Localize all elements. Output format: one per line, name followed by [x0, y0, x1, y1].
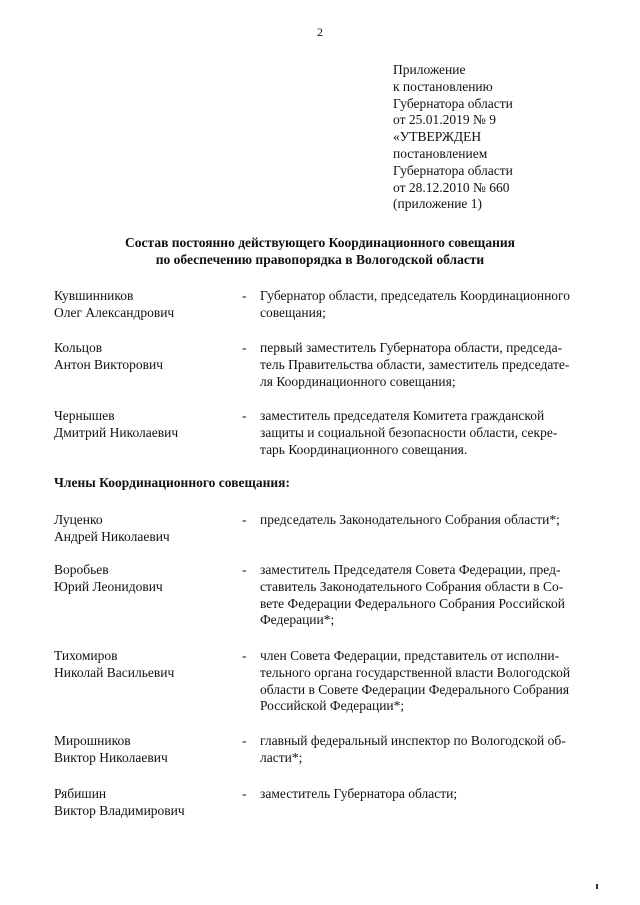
members-heading: Члены Координационного совещания: [54, 475, 290, 490]
person-surname: Чернышев [54, 408, 115, 423]
role-line: член Совета Федерации, представитель от исполни- [260, 648, 560, 663]
person-given-name: Олег Александрович [54, 304, 175, 320]
person-given-name: Виктор Николаевич [54, 749, 168, 765]
person-role [260, 648, 618, 715]
separator-dash: - [242, 288, 247, 303]
person-role [260, 340, 618, 390]
appendix-line: постановлением [393, 145, 488, 161]
person-given-name: Андрей Николаевич [54, 528, 170, 544]
person-surname: Рябишин [54, 786, 107, 801]
person-name [54, 786, 234, 820]
role-line: вете Федерации Федерального Собрания Российской [260, 595, 566, 611]
person-surname: Мирошников [54, 733, 131, 748]
person-given-name: Дмитрий Николаевич [54, 424, 179, 440]
role-line: заместитель председателя Комитета гражданской [260, 408, 545, 423]
person-role [260, 562, 618, 629]
page-number: 2 [317, 25, 323, 39]
person-name [54, 733, 234, 767]
appendix-line: к постановлению [393, 78, 493, 94]
role-line: тель Правительства области, заместитель председате- [260, 356, 570, 372]
appendix-line: Губернатора области [393, 162, 513, 178]
role-line: Российской Федерации*; [260, 698, 405, 714]
separator-dash: - [242, 562, 247, 577]
person-given-name: Антон Викторович [54, 356, 164, 372]
separator-dash: - [242, 512, 247, 527]
person-name [54, 562, 234, 596]
separator-dash: - [242, 786, 247, 801]
person-surname: Воробьев [54, 562, 109, 577]
appendix-line: от 25.01.2019 № 9 [393, 112, 496, 128]
appendix-line: «УТВЕРЖДЕН [393, 129, 482, 145]
role-line: Губернатор области, председатель Координационного [260, 288, 570, 303]
person-surname: Тихомиров [54, 648, 118, 663]
role-line: тельного органа государственной власти Вологодской [260, 664, 571, 680]
person-name [54, 340, 234, 374]
person-name [54, 648, 234, 682]
separator-dash: - [242, 733, 247, 748]
person-role [260, 786, 618, 803]
role-line: тарь Координационного совещания. [260, 441, 468, 457]
role-line: заместитель Председателя Совета Федерации, пред- [260, 562, 561, 577]
role-line: ля Координационного совещания; [260, 373, 456, 389]
person-surname: Луценко [54, 512, 103, 527]
title-line-1: Состав постоянно действующего Координационного совещания [125, 235, 515, 250]
person-given-name: Николай Васильевич [54, 664, 175, 680]
person-surname: Кольцов [54, 340, 103, 355]
person-surname: Кувшинников [54, 288, 134, 303]
role-line: первый заместитель Губернатора области, председа- [260, 340, 563, 355]
person-name [54, 288, 234, 322]
person-name [54, 408, 234, 442]
person-name [54, 512, 234, 546]
separator-dash: - [242, 408, 247, 423]
appendix-line: Приложение [393, 62, 466, 77]
role-line: заместитель Губернатора области; [260, 786, 458, 801]
role-line: ласти*; [260, 749, 303, 765]
role-line: защиты и социальной безопасности области, секре- [260, 424, 558, 440]
document-title [0, 235, 640, 269]
role-line: Федерации*; [260, 612, 335, 628]
person-role [260, 408, 618, 458]
person-given-name: Юрий Леонидович [54, 578, 163, 594]
appendix-block [393, 62, 633, 213]
appendix-line: от 28.12.2010 № 660 [393, 179, 510, 195]
person-role [260, 288, 618, 322]
appendix-line: (приложение 1) [393, 196, 483, 212]
separator-dash: - [242, 648, 247, 663]
separator-dash: - [242, 340, 247, 355]
person-role [260, 512, 618, 529]
title-line-2: по обеспечению правопорядка в Вологодской области [155, 251, 485, 267]
person-given-name: Виктор Владимирович [54, 802, 185, 818]
role-line: председатель Законодательного Собрания области*; [260, 512, 560, 527]
scan-margin-mark [596, 884, 598, 889]
person-role [260, 733, 618, 767]
role-line: совещания; [260, 304, 326, 320]
role-line: главный федеральный инспектор по Вологодской об- [260, 733, 566, 748]
role-line: области в Совете Федерации Федерального Собрания [260, 681, 570, 697]
appendix-line: Губернатора области [393, 95, 513, 111]
role-line: ставитель Законодательного Собрания области в Со- [260, 578, 564, 594]
